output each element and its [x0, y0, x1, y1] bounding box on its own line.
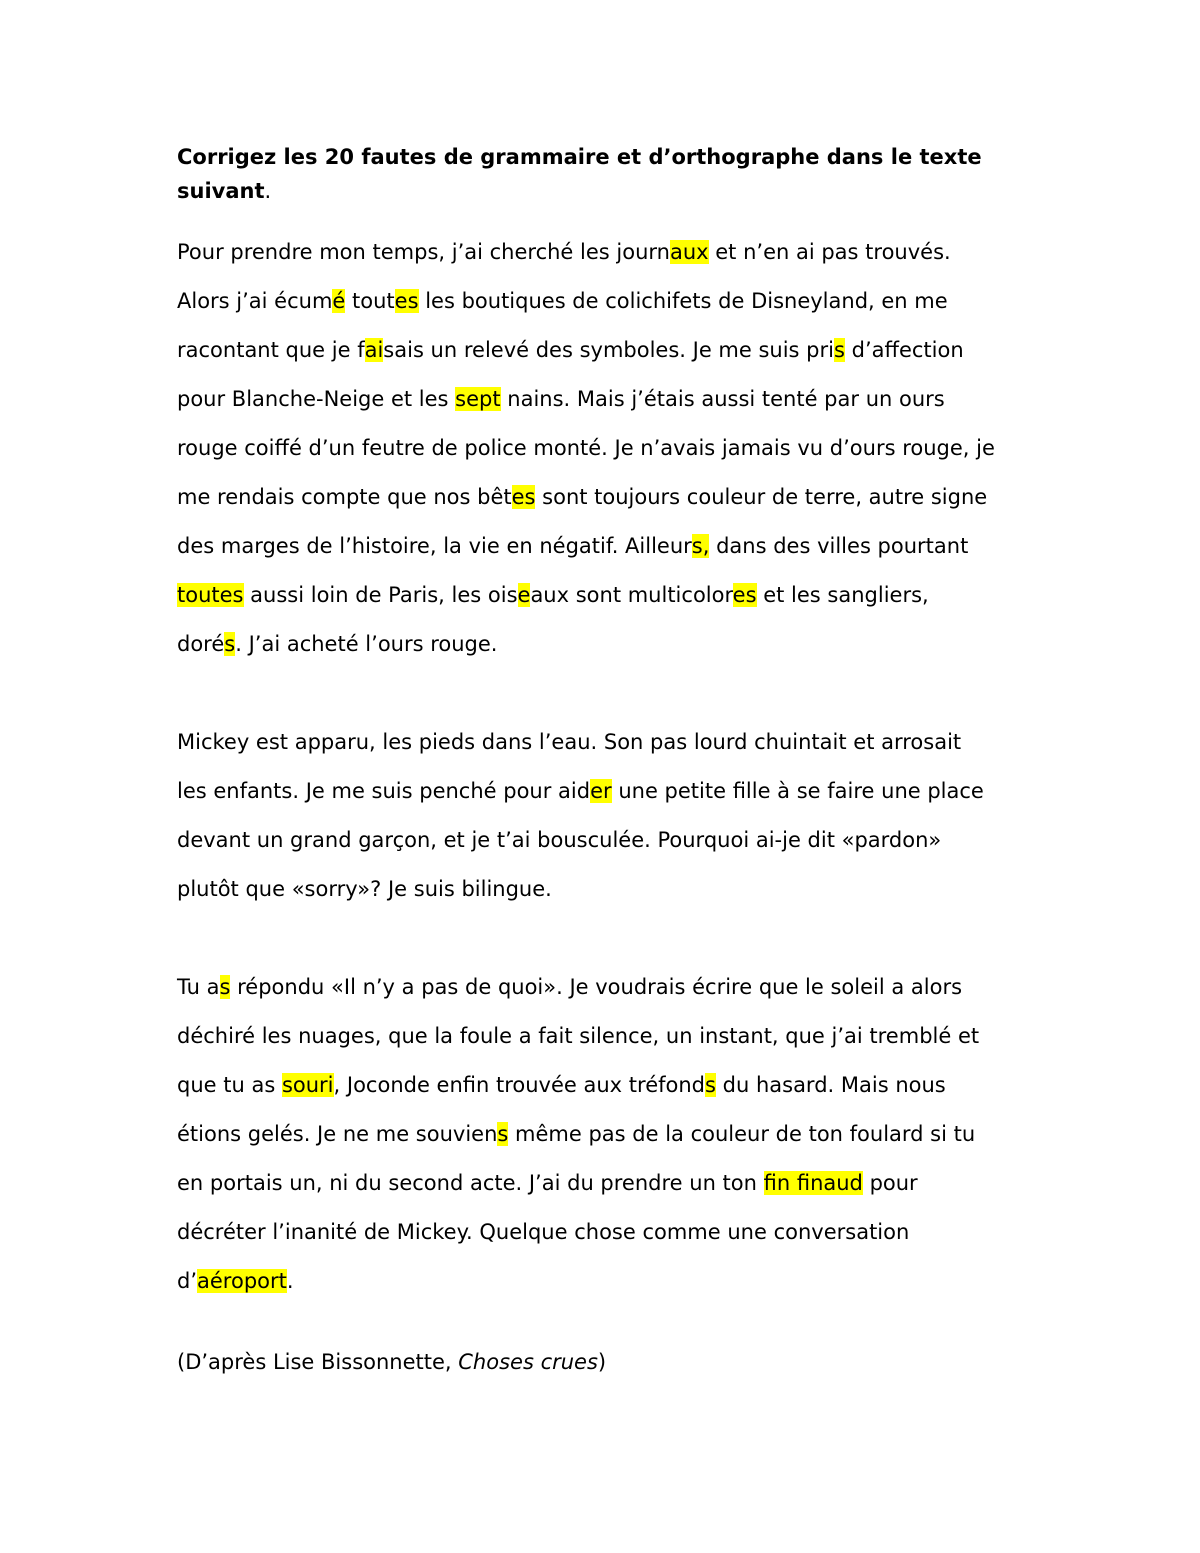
paragraph-1 [177, 228, 1037, 669]
error-highlight: s, [691, 534, 710, 558]
text-segment: d’ [177, 1269, 198, 1293]
error-highlight: aéroport [197, 1269, 287, 1293]
text-segment: devant un grand garçon, et je t’ai bousculée. Pourquoi ai-je dit «pardon» [177, 828, 942, 852]
text-line [177, 228, 1037, 277]
text-segment: Mickey est apparu, les pieds dans l’eau. Son pas lourd chuintait et arrosait [177, 730, 962, 754]
text-segment: les enfants. Je me suis penché pour aid [177, 779, 591, 803]
text-segment: dans des villes pourtant [709, 534, 969, 558]
text-segment: plutôt que «sorry»? Je suis bilingue. [177, 877, 552, 901]
text-segment: décréter l’inanité de Mickey. Quelque chose comme une conversation [177, 1220, 910, 1244]
text-segment: . [286, 1269, 294, 1293]
text-line [177, 963, 1037, 1012]
paragraph-2 [177, 718, 1037, 914]
source-citation [177, 1338, 1037, 1387]
text-line [177, 1257, 1037, 1306]
error-highlight: ai [364, 338, 384, 362]
error-highlight: s [705, 1073, 716, 1097]
text-line [177, 1012, 1037, 1061]
text-segment: et n’en ai pas trouvés. [708, 240, 951, 264]
text-segment: sont toujours couleur de terre, autre signe [535, 485, 988, 509]
paragraph-gap [177, 914, 1037, 963]
text-segment: répondu «Il n’y a pas de quoi». Je voudrais écrire que le soleil a alors [230, 975, 963, 999]
text-line [177, 424, 1037, 473]
error-highlight: er [590, 779, 612, 803]
text-line [177, 1159, 1037, 1208]
text-segment: d’affection [844, 338, 964, 362]
document-page [177, 140, 1037, 1408]
text-segment: aussi loin de Paris, les ois [243, 583, 518, 607]
text-line [177, 375, 1037, 424]
text-segment: rouge coiffé d’un feutre de police monté. Je n’avais jamais vu d’ours rouge, je [177, 436, 995, 460]
text-segment: Tu a [177, 975, 220, 999]
text-segment: en portais un, ni du second acte. J’ai du prendre un ton [177, 1171, 764, 1195]
text-segment: des marges de l’histoire, la vie en négatif. Ailleur [177, 534, 692, 558]
instructions-period: . [264, 179, 272, 203]
text-segment: pour [862, 1171, 918, 1195]
text-line [177, 473, 1037, 522]
error-highlight: s [833, 338, 845, 362]
error-highlight: toutes [177, 583, 244, 607]
text-line [177, 1110, 1037, 1159]
error-highlight: s [224, 632, 236, 656]
text-segment: sais un relevé des symboles. Je me suis pri [383, 338, 834, 362]
error-highlight: e [517, 583, 531, 607]
instructions-line-2: suivant [177, 179, 265, 203]
error-highlight: aux [669, 240, 709, 264]
text-line [177, 571, 1037, 620]
text-segment: et les sangliers, [756, 583, 929, 607]
error-highlight: es [732, 583, 757, 607]
exercise-text [177, 228, 1037, 1306]
error-highlight: souri [281, 1073, 334, 1097]
error-highlight: es [394, 289, 419, 313]
text-segment: Alors j’ai écum [177, 289, 333, 313]
text-segment: me rendais compte que nos bêt [177, 485, 512, 509]
source-work-title: Choses crues [458, 1350, 598, 1374]
text-segment: tout [345, 289, 395, 313]
text-line [177, 1208, 1037, 1257]
text-line [177, 522, 1037, 571]
instructions-line-1: Corrigez les 20 fautes de grammaire et d’orthographe dans le texte [177, 145, 982, 169]
text-segment: Pour prendre mon temps, j’ai cherché les journ [177, 240, 670, 264]
text-segment: même pas de la couleur de ton foulard si tu [508, 1122, 976, 1146]
text-line [177, 767, 1037, 816]
text-segment: du hasard. Mais nous [715, 1073, 946, 1097]
paragraph-3 [177, 963, 1037, 1306]
error-highlight: fin finaud [763, 1171, 863, 1195]
paragraph-gap [177, 669, 1037, 718]
text-line [177, 865, 1037, 914]
text-segment: nains. Mais j’étais aussi tenté par un ours [500, 387, 945, 411]
text-segment: déchiré les nuages, que la foule a fait silence, un instant, que j’ai tremblé et [177, 1024, 980, 1048]
text-segment: pour Blanche-Neige et les [177, 387, 456, 411]
text-line [177, 620, 1037, 669]
text-segment: aux sont multicolor [530, 583, 733, 607]
source-prefix: (D’après Lise Bissonnette, [177, 1350, 459, 1374]
error-highlight: es [511, 485, 536, 509]
text-segment: les boutiques de colichifets de Disneyland, en me [418, 289, 948, 313]
source-suffix: ) [597, 1350, 607, 1374]
text-line [177, 277, 1037, 326]
text-line [177, 1061, 1037, 1110]
text-segment: . J’ai acheté l’ours rouge. [235, 632, 498, 656]
text-line [177, 718, 1037, 767]
text-segment: doré [177, 632, 225, 656]
error-highlight: sept [455, 387, 501, 411]
error-highlight: é [332, 289, 346, 313]
text-segment: étions gelés. Je ne me souvien [177, 1122, 498, 1146]
exercise-instructions [177, 140, 1037, 208]
error-highlight: s [219, 975, 231, 999]
text-segment: une petite fille à se faire une place [611, 779, 984, 803]
text-segment: que tu as [177, 1073, 282, 1097]
text-segment: racontant que je f [177, 338, 365, 362]
text-line [177, 816, 1037, 865]
text-line [177, 326, 1037, 375]
error-highlight: s [497, 1122, 509, 1146]
text-segment: , Joconde enfin trouvée aux tréfond [333, 1073, 705, 1097]
